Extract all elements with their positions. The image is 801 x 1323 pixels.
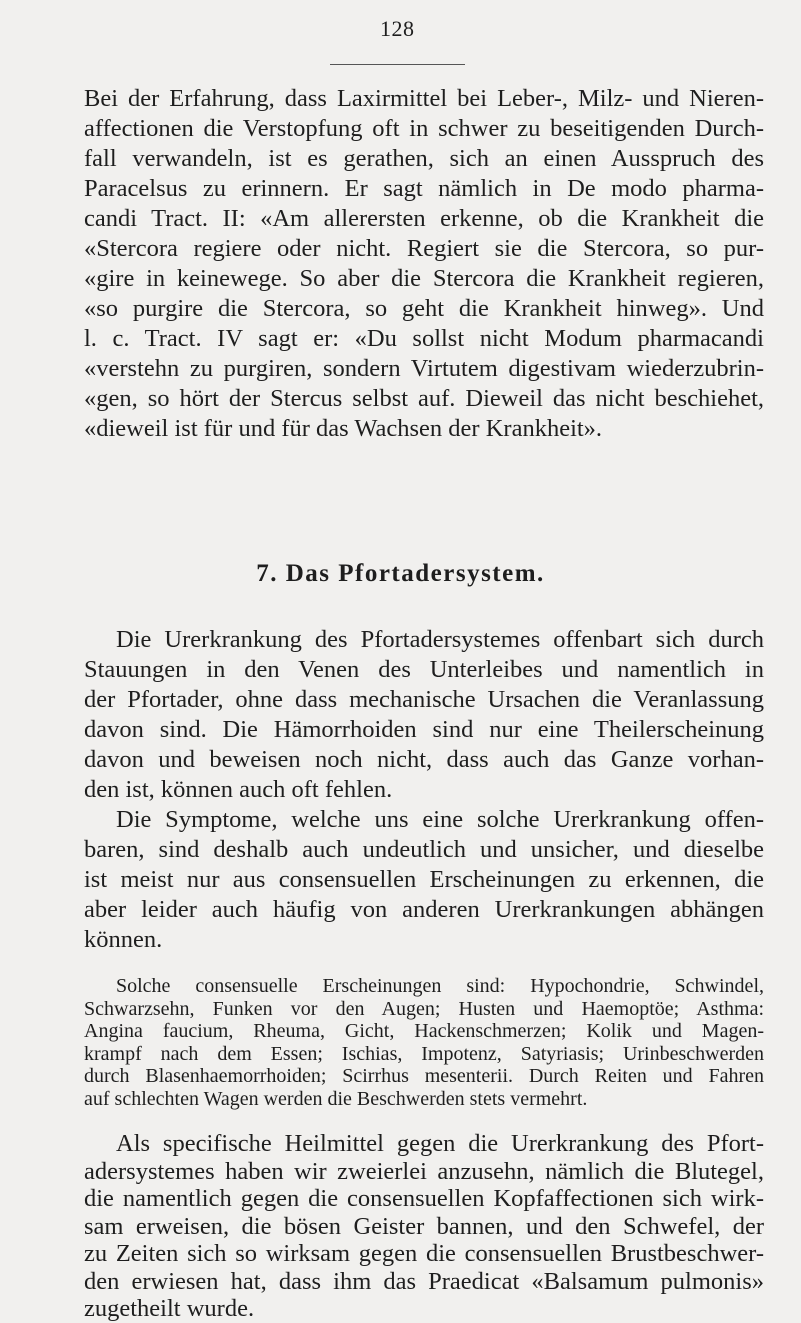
- text-line: Paracelsus zu erinnern. Er sagt nämlich in De modo pharma-: [84, 175, 764, 202]
- text-line: Schwarzsehn, Funken vor den Augen; Husten und Haemoptöe; Asthma:: [84, 997, 764, 1020]
- text-line: Angina faucium, Rheuma, Gicht, Hackenschmerzen; Kolik und Magen-: [84, 1020, 764, 1042]
- page-number: 128: [380, 16, 415, 41]
- text-line: auf schlechten Wagen werden die Beschwerden stets vermehrt.: [84, 1087, 588, 1110]
- text-line: «Stercora regiere oder nicht. Regiert sie die Stercora, so pur-: [84, 235, 764, 262]
- text-line: die namentlich gegen die consensuellen Kopfaffectionen sich wirk-: [84, 1185, 764, 1212]
- text-line: Als specifische Heilmittel gegen die Urerkrankung des Pfort-: [116, 1130, 764, 1157]
- text-line: ist meist nur aus consensuellen Erscheinungen zu erkennen, die: [84, 866, 764, 893]
- text-line: «gire in keinewege. So aber die Stercora die Krankheit regieren,: [84, 265, 764, 292]
- text-line: affectionen die Verstopfung oft in schwer zu beseitigenden Durch-: [84, 115, 764, 142]
- text-line: Die Urerkrankung des Pfortadersystemes offenbart sich durch: [116, 626, 764, 653]
- text-line: Solche consensuelle Erscheinungen sind: Hypochondrie, Schwindel,: [116, 975, 764, 997]
- text-line: zugetheilt wurde.: [84, 1295, 255, 1322]
- text-line: den ist, können auch oft fehlen.: [84, 776, 393, 803]
- page-number-rule: [330, 64, 465, 65]
- text-line: Bei der Erfahrung, dass Laxirmittel bei Leber-, Milz- und Nieren-: [84, 85, 764, 112]
- paragraph-remedies: [84, 1130, 764, 1323]
- text-line: durch Blasenhaemorrhoiden; Scirrhus mesenterii. Durch Reiten und Fahren: [84, 1065, 764, 1087]
- text-line: candi Tract. II: «Am allerersten erkenne, ob die Krankheit die: [84, 205, 764, 232]
- text-line: «verstehn zu purgiren, sondern Virtutem digestivam wiederzubrin-: [84, 355, 764, 382]
- text-line: l. c. Tract. IV sagt er: «Du sollst nicht Modum pharmacandi: [84, 325, 764, 352]
- text-line: «gen, so hört der Stercus selbst auf. Dieweil das nicht beschiehet,: [84, 385, 764, 412]
- text-line: krampf nach dem Essen; Ischias, Impotenz, Satyriasis; Urinbeschwerden: [84, 1042, 764, 1065]
- text-line: der Pfortader, ohne dass mechanische Ursachen die Veranlassung: [84, 686, 764, 713]
- text-line: «dieweil ist für und für das Wachsen der Krankheit».: [84, 415, 603, 442]
- text-line: den erwiesen hat, dass ihm das Praedicat «Balsamum pulmonis»: [84, 1267, 764, 1295]
- paragraph-laxatives: [84, 84, 764, 444]
- text-line: Die Symptome, welche uns eine solche Urerkrankung offen-: [116, 806, 764, 833]
- text-line: baren, sind deshalb auch undeutlich und unsicher, und dieselbe: [84, 836, 764, 863]
- text-line: aber leider auch häufig von anderen Urerkrankungen abhängen: [84, 896, 764, 923]
- paragraph-urerkrankung: [84, 625, 764, 955]
- text-line: zu Zeiten sich so wirksam gegen die consensuellen Brustbeschwer-: [84, 1240, 764, 1267]
- text-line: davon sind. Die Hämorrhoiden sind nur eine Theilerscheinung: [84, 716, 764, 743]
- text-line: davon und beweisen noch nicht, dass auch das Ganze vorhan-: [84, 746, 764, 773]
- text-line: adersystemes haben wir zweierlei anzusehn, nämlich die Blutegel,: [84, 1157, 764, 1185]
- text-line: Stauungen in den Venen des Unterleibes und namentlich in: [84, 656, 764, 683]
- text-line: «so purgire die Stercora, so geht die Krankheit hinweg». Und: [84, 295, 764, 322]
- text-line: können.: [84, 926, 163, 953]
- section-heading: 7. Das Pfortadersystem.: [256, 560, 545, 587]
- text-line: sam erweisen, die bösen Geister bannen, und den Schwefel, der: [84, 1212, 764, 1240]
- text-line: fall verwandeln, ist es gerathen, sich an einen Ausspruch des: [84, 145, 764, 172]
- paragraph-symptoms-small: [84, 975, 764, 1110]
